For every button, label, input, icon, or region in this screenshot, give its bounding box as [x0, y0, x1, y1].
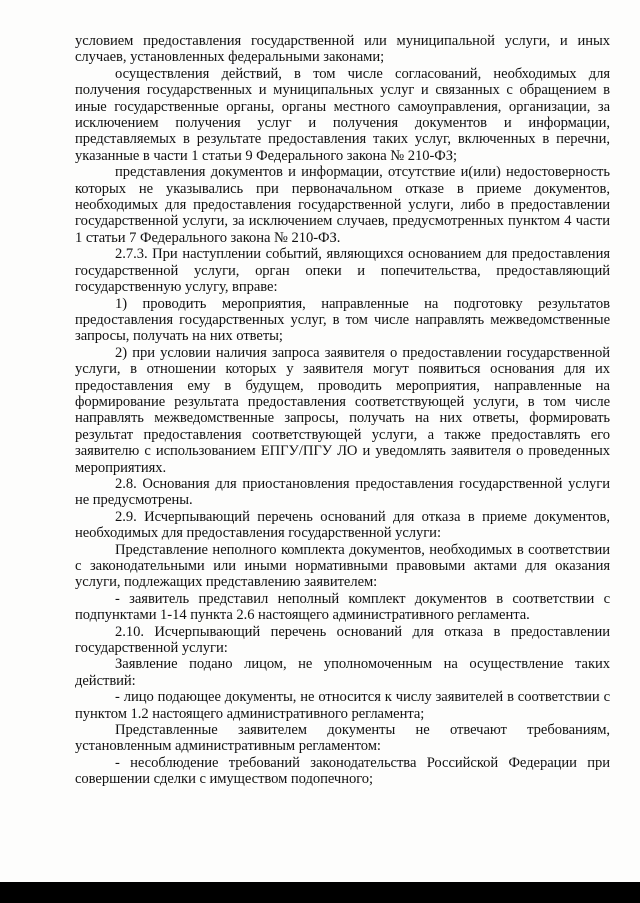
- paragraph: Заявление подано лицом, не уполномоченным на осуществление таких действий:: [75, 656, 610, 689]
- paragraph: Представление неполного комплекта документов, необходимых в соответствии с законодательными или иными нормативными правовыми актами для оказания услуги, подлежащих представлению заявителем:: [75, 541, 610, 591]
- paragraph: - лицо подающее документы, не относится к числу заявителей в соответствии с пунктом 1.2 настоящего административного регламента;: [75, 689, 610, 722]
- paragraph: Представленные заявителем документы не отвечают требованиям, установленным административным регламентом:: [75, 722, 610, 755]
- paragraph: 2.7.3. При наступлении событий, являющихся основанием для предоставления государственной услуги, орган опеки и попечительства, предоставляющий государственную услугу, вправе:: [75, 246, 610, 296]
- document-body: [75, 33, 610, 788]
- paragraph: 2.10. Исчерпывающий перечень оснований для отказа в предоставлении государственной услуги:: [75, 623, 610, 657]
- paragraph: - заявитель представил неполный комплект документов в соответствии с подпунктами 1-14 пункта 2.6 настоящего административного регламента.: [75, 590, 610, 624]
- paragraph: представления документов и информации, отсутствие и(или) недостоверность которых не указывались при первоначальном отказе в приеме документов, необходимых для предоставления государственной услуги, либо в предоставлении государственной услуги, за исключением случаев, предусмотренных пунктом 4 части 1 статьи 7 Федерального закона № 210-ФЗ.: [75, 164, 610, 246]
- paragraph: условием предоставления государственной или муниципальной услуги, и иных случаев, установленных федеральными законами;: [75, 33, 610, 66]
- paragraph: 2.9. Исчерпывающий перечень оснований для отказа в приеме документов, необходимых для предоставления государственной услуги:: [75, 508, 610, 542]
- scan-bottom-border: [0, 882, 640, 903]
- paragraph: - несоблюдение требований законодательства Российской Федерации при совершении сделки с имуществом подопечного;: [75, 754, 610, 788]
- paragraph: осуществления действий, в том числе согласований, необходимых для получения государственных и муниципальных услуг и связанных с обращением в иные государственные органы, органы местного самоуправления, организации, за исключением получения услуг и получения документов и информации, представляемых в результате предоставления таких услуг, включенных в перечни, указанные в части 1 статьи 9 Федерального закона № 210-ФЗ;: [75, 65, 610, 164]
- paragraph: 1) проводить мероприятия, направленные на подготовку результатов предоставления государственных услуг, в том числе направлять межведомственные запросы, получать на них ответы;: [75, 295, 610, 345]
- paragraph: 2) при условии наличия запроса заявителя о предоставлении государственной услуги, в отношении которых у заявителя могут появиться основания для их предоставления ему в будущем, проводить мероприятия, направленные на формирование результата предоставления соответствующей услуги, в том числе направлять межведомственные запросы, получать на них ответы, формировать результат предоставления соответствующей услуги, а также предоставлять его заявителю с использованием ЕПГУ/ПГУ ЛО и уведомлять заявителя о проведенных мероприятиях.: [75, 344, 610, 476]
- paragraph: 2.8. Основания для приостановления предоставления государственной услуги не предусмотрены.: [75, 475, 610, 509]
